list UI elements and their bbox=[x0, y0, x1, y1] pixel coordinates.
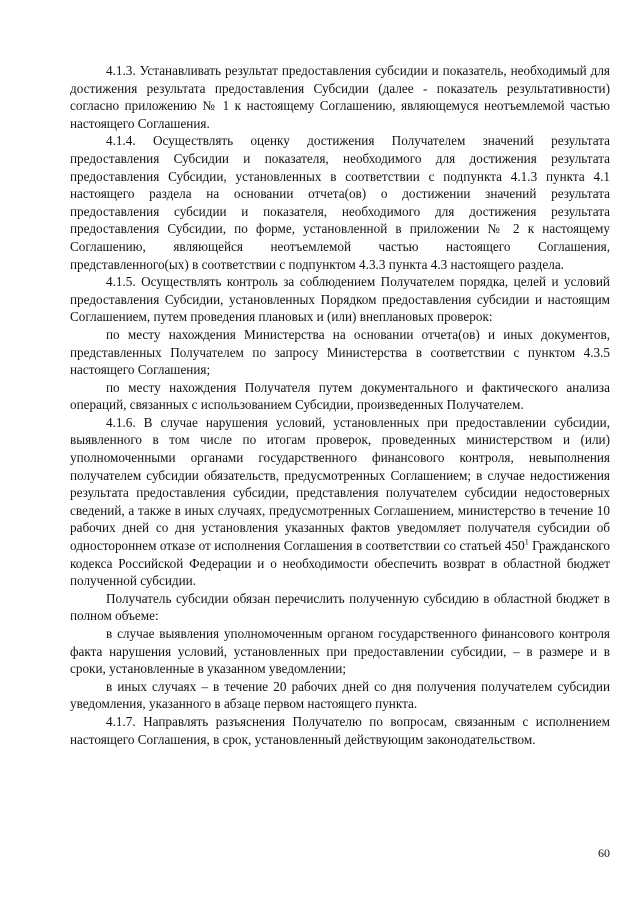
document-body bbox=[70, 62, 610, 748]
paragraph-4-1-6-text: 4.1.6. В случае нарушения условий, установленных при предоставлении субсидии, выявленного в том числе по итогам проверок, проведенных министерством и (или) уполномоченными органами государственного финансового контроля, невыполнения получателем субсидии обязательств, предусмотренных Соглашением; в случае недостижения результата предоставления субсидии, представления получателем субсидии недостоверных сведений, а также в иных случаях, предусмотренных Соглашением, министерство в течение 10 рабочих дней со дня установления указанных фактов уведомляет получателя субсидии об одностороннем отказе от исполнения Соглашения в соответствии со статьей 450 bbox=[70, 414, 610, 554]
paragraph-refund-other: в иных случаях – в течение 20 рабочих дней со дня получения получателем субсидии уведомления, указанного в абзаце первом настоящего пункта. bbox=[70, 678, 610, 712]
paragraph-4-1-6-tail: Гражданского кодекса Российской Федерации и о необходимости обеспечить возврат в областной бюджет полученной субсидии. bbox=[70, 538, 610, 589]
paragraph-refund-violation: в случае выявления уполномоченным органом государственного финансового контроля факта нарушения условий, установленных при предоставлении субсидии, – в размере и в сроки, установленные в указанном уведомлении; bbox=[70, 626, 610, 677]
paragraph-ministry-location: по месту нахождения Министерства на основании отчета(ов) и иных документов, представленных Получателем по запросу Министерства в соответствии с пунктом 4.3.5 настоящего Соглашения; bbox=[70, 326, 610, 378]
paragraph-4-1-3: 4.1.3. Устанавливать результат предоставления субсидии и показатель, необходимый для достижения результата предоставления Субсидии (далее - показатель результативности) согласно приложению № 1 к настоящему Соглашению, являющемуся неотъемлемой частью настоящего Соглашения. bbox=[70, 63, 610, 131]
paragraph-refund-obligation: Получатель субсидии обязан перечислить полученную субсидию в областной бюджет в полном объеме: bbox=[70, 590, 610, 624]
paragraph-4-1-7: 4.1.7. Направлять разъяснения Получателю по вопросам, связанным с исполнением настоящего Соглашения, в срок, установленный действующим законодательством. bbox=[70, 713, 610, 747]
paragraph-4-1-4: 4.1.4. Осуществлять оценку достижения Получателем значений результата предоставления Субсидии и показателя, необходимого для достижения результата предоставления Субсидии, установленных в соответствии с подпункта 4.1.3 пункта 4.1 настоящего раздела на основании отчета(ов) о достижении значений результата предоставления субсидии и показателя, необходимого для достижения результата предоставления Субсидии, по форме, установленной в приложении № 2 к настоящему Соглашению, являющейся неотъемлемой частью настоящего Соглашения, представленного(ых) в соответствии с подпунктом 4.3.3 пункта 4.3 настоящего раздела. bbox=[70, 133, 610, 272]
paragraph-4-1-6 bbox=[70, 414, 610, 590]
page-number: 60 bbox=[598, 846, 610, 860]
paragraph-recipient-location: по месту нахождения Получателя путем документального и фактического анализа операций, связанных с использованием Субсидии, произведенных Получателем. bbox=[70, 379, 610, 413]
paragraph-4-1-5: 4.1.5. Осуществлять контроль за соблюдением Получателем порядка, целей и условий предоставления Субсидии, установленных Порядком предоставления субсидии и настоящим Соглашением, путем проведения плановых и (или) внеплановых проверок: bbox=[70, 274, 610, 325]
article-superscript: 1 bbox=[524, 537, 529, 547]
